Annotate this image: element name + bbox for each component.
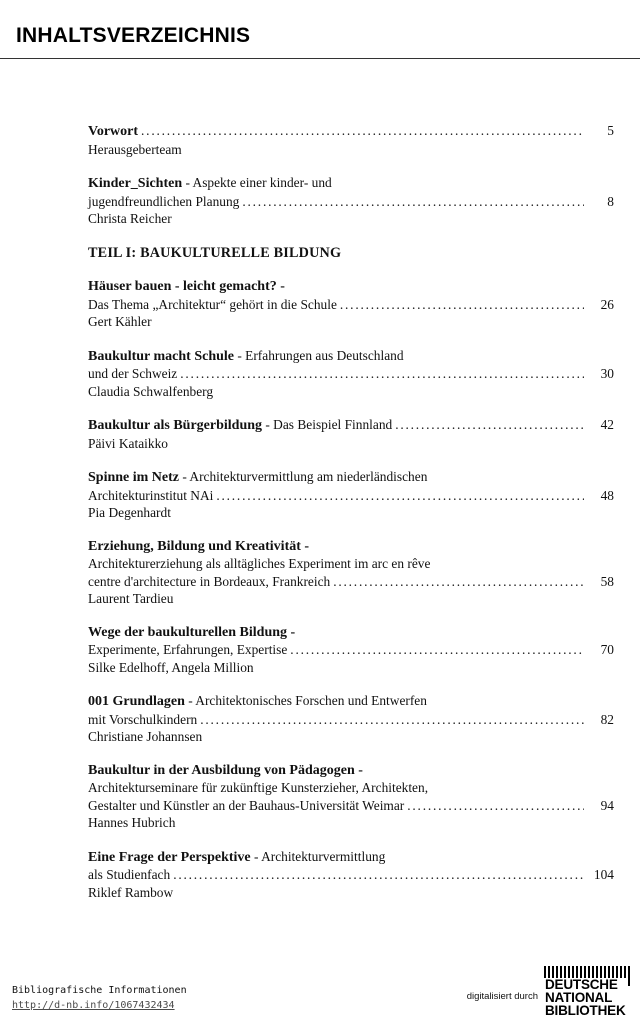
toc-entry-title-line bbox=[88, 416, 614, 435]
dnb-logo-line: DEUTSCHE bbox=[545, 977, 618, 992]
toc-entry-perspektive bbox=[88, 848, 614, 902]
dnb-logo-line: NATIONAL bbox=[545, 990, 613, 1005]
toc-entry-title-line bbox=[88, 122, 614, 141]
toc-entry-author: Christa Reicher bbox=[88, 211, 172, 226]
toc-entry-title: Spinne im Netz bbox=[88, 470, 179, 485]
toc-entry-subtitle-continued: centre d'architecture in Bordeaux, Frankreich bbox=[88, 573, 331, 589]
toc-entry-author: Hannes Hubrich bbox=[88, 815, 176, 830]
toc-entry-page-line bbox=[88, 641, 614, 659]
dot-leader bbox=[141, 122, 584, 140]
toc-entry-buergerbildung bbox=[88, 416, 614, 452]
toc-entry-page-line bbox=[88, 573, 614, 591]
toc-entry-page-line bbox=[88, 365, 614, 383]
toc-entry-subtitle: - Architekturvermittlung bbox=[250, 848, 386, 864]
toc-entry-subtitle-continued: Gestalter und Künstler an der Bauhaus-Universität Weimar bbox=[88, 797, 405, 813]
page-number: 70 bbox=[600, 642, 614, 657]
dot-leader bbox=[216, 487, 584, 505]
table-of-contents bbox=[88, 122, 614, 917]
dnb-logo bbox=[544, 966, 630, 1018]
toc-entry-spinne-im-netz bbox=[88, 468, 614, 522]
toc-entry-title-line bbox=[88, 174, 614, 193]
toc-entry-subtitle: Architekturseminare für zukünftige Kunsterzieher, Architekten, bbox=[88, 780, 429, 795]
toc-entry-author: Pia Degenhardt bbox=[88, 505, 171, 520]
toc-entry-subtitle: - Architekturvermittlung am niederländischen bbox=[179, 469, 428, 484]
toc-entry-subtitle: - Das Beispiel Finnland bbox=[262, 417, 393, 432]
toc-entry-title: Eine Frage der Perspektive bbox=[88, 849, 251, 865]
toc-entry-author: Herausgeberteam bbox=[88, 141, 182, 157]
dnb-logo-line: BIBLIOTHEK bbox=[545, 1003, 626, 1018]
toc-entry-title-line bbox=[88, 468, 614, 487]
toc-entry-title: Wege der baukulturellen Bildung - bbox=[88, 624, 296, 640]
toc-entry-title-line bbox=[88, 848, 614, 867]
bibliographic-info-label: Bibliografische Informationen bbox=[12, 985, 187, 996]
dot-leader bbox=[407, 797, 584, 815]
toc-entry-author: Gert Kähler bbox=[88, 314, 152, 329]
toc-entry-author: Laurent Tardieu bbox=[88, 591, 174, 606]
toc-entry-title: Vorwort bbox=[88, 124, 139, 139]
page-title: INHALTSVERZEICHNIS bbox=[16, 24, 251, 47]
page-number: 30 bbox=[600, 366, 614, 381]
toc-entry-title: Häuser bauen - leicht gemacht? - bbox=[88, 279, 285, 294]
toc-entry-grundlagen bbox=[88, 692, 614, 746]
page-number: 104 bbox=[593, 867, 614, 882]
dot-leader bbox=[173, 866, 584, 884]
toc-entry-author: Claudia Schwalfenberg bbox=[88, 383, 214, 399]
toc-entry-subtitle: - Architektonisches Forschen und Entwerfen bbox=[184, 693, 427, 708]
bibliographic-info bbox=[12, 983, 187, 1013]
dot-leader bbox=[340, 296, 584, 314]
page-number: 5 bbox=[607, 123, 614, 138]
dnb-logo-text bbox=[544, 978, 626, 1017]
page-number: 26 bbox=[600, 296, 614, 312]
page-header bbox=[0, 0, 640, 59]
toc-entry-page-line bbox=[88, 296, 614, 314]
toc-entry-subtitle: Das Thema „Architektur“ gehört in die Schule bbox=[88, 296, 337, 312]
dot-leader bbox=[333, 573, 584, 591]
toc-entry-subtitle-continued: jugendfreundlichen Planung bbox=[88, 193, 240, 209]
toc-entry-title: Baukultur als Bürgerbildung bbox=[88, 418, 263, 433]
digitization-credit bbox=[467, 966, 630, 1018]
toc-entry-title-line bbox=[88, 692, 614, 711]
toc-entry-subtitle: Architekturerziehung als alltägliches Experiment im arc en rêve bbox=[88, 556, 431, 571]
toc-entry-subtitle: - Aspekte einer kinder- und bbox=[182, 175, 332, 190]
toc-entry-author: Silke Edelhoff, Angela Million bbox=[88, 659, 254, 675]
toc-entry-title: 001 Grundlagen bbox=[88, 694, 185, 709]
page-number: 42 bbox=[600, 417, 614, 432]
toc-entry-vorwort bbox=[88, 122, 614, 158]
toc-entry-baukultur-macht-schule bbox=[88, 347, 614, 401]
dot-leader bbox=[180, 365, 584, 383]
page-number: 82 bbox=[600, 711, 614, 727]
toc-entry-subtitle-continued: und der Schweiz bbox=[88, 366, 178, 381]
toc-entry-kinder-sichten bbox=[88, 174, 614, 228]
toc-entry-page-line bbox=[88, 487, 614, 505]
toc-entry-subtitle-continued: als Studienfach bbox=[88, 867, 171, 882]
toc-entry-paedagogen bbox=[88, 762, 614, 832]
toc-entry-author: Riklef Rambow bbox=[88, 884, 174, 900]
toc-entry-title: Erziehung, Bildung und Kreativität - bbox=[88, 538, 310, 554]
toc-entry-page-line bbox=[88, 866, 614, 884]
toc-section-heading bbox=[88, 244, 614, 263]
toc-entry-haeuser-bauen bbox=[88, 278, 614, 331]
toc-entry-wege bbox=[88, 624, 614, 677]
toc-entry-author: Päivi Kataikko bbox=[88, 435, 168, 451]
toc-entry-page-line bbox=[88, 797, 614, 815]
toc-entry-title: Baukultur macht Schule bbox=[88, 348, 234, 364]
toc-entry-title: Baukultur in der Ausbildung von Pädagogen - bbox=[88, 762, 363, 778]
section-title: TEIL I: BAUKULTURELLE BILDUNG bbox=[88, 244, 342, 261]
toc-entry-page-line bbox=[88, 711, 614, 729]
dot-leader bbox=[290, 641, 584, 659]
toc-entry-subtitle: - Erfahrungen aus Deutschland bbox=[234, 347, 404, 363]
page-number: 58 bbox=[600, 573, 614, 589]
toc-entry-title-line bbox=[88, 347, 614, 366]
dot-leader bbox=[395, 416, 584, 434]
toc-entry-subtitle-continued: mit Vorschulkindern bbox=[88, 711, 198, 727]
page-number: 94 bbox=[600, 797, 614, 813]
toc-entry-title: Kinder_Sichten bbox=[88, 176, 183, 191]
dot-leader bbox=[242, 193, 584, 211]
page-number: 8 bbox=[607, 193, 614, 209]
bibliographic-info-link[interactable]: http://d-nb.info/1067432434 bbox=[12, 1000, 175, 1011]
dot-leader bbox=[200, 711, 584, 729]
toc-entry-subtitle-continued: Architekturinstitut NAi bbox=[88, 487, 214, 503]
toc-entry-erziehung bbox=[88, 538, 614, 608]
toc-entry-author: Christiane Johannsen bbox=[88, 729, 203, 744]
toc-entry-subtitle: Experimente, Erfahrungen, Expertise bbox=[88, 642, 288, 657]
page-number: 48 bbox=[600, 487, 614, 503]
digitized-by-label: digitalisiert durch bbox=[466, 991, 538, 1002]
toc-entry-page-line bbox=[88, 193, 614, 211]
